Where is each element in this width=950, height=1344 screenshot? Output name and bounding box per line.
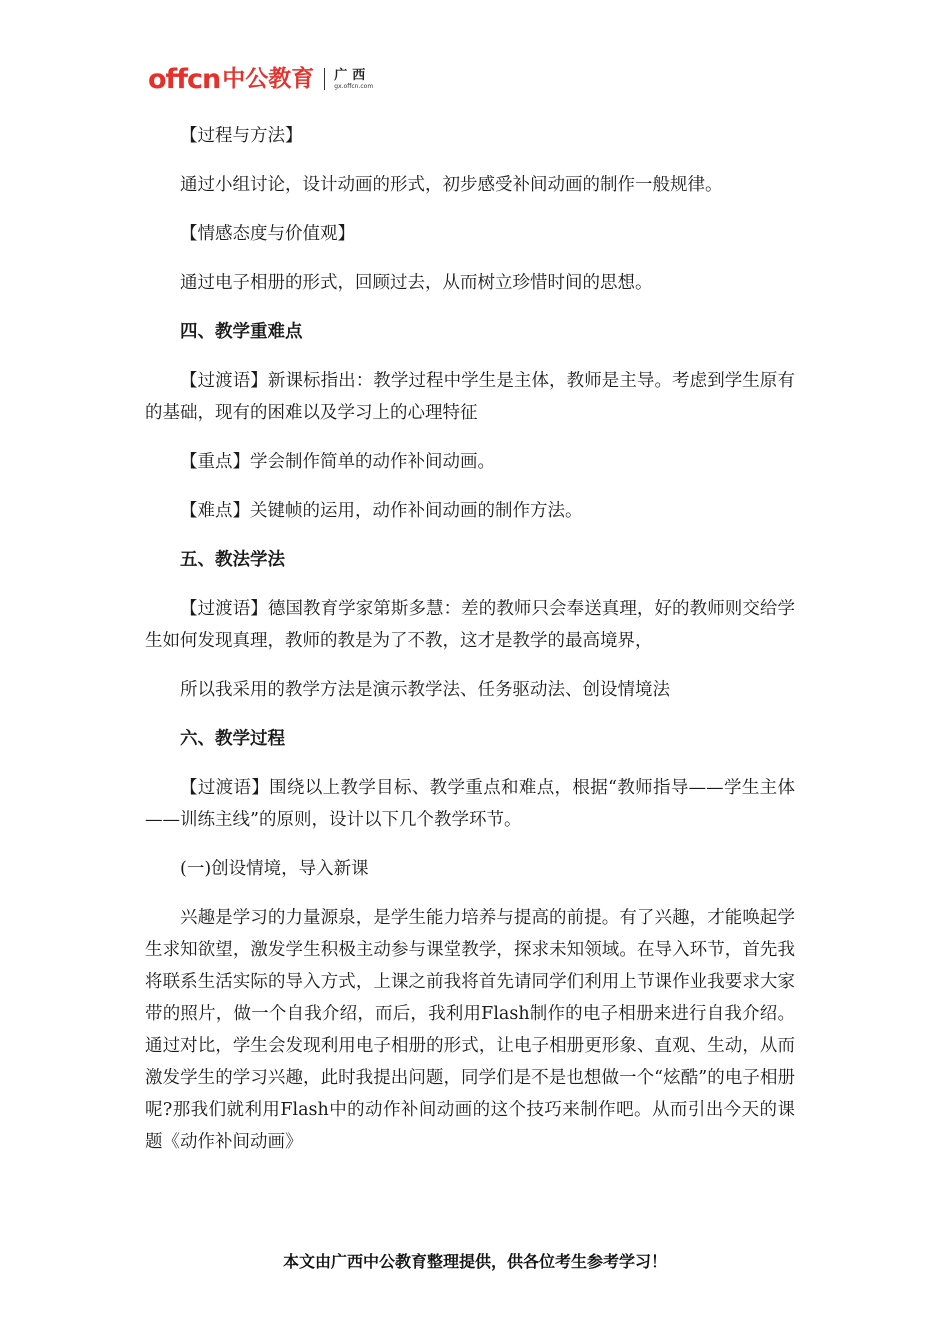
document-body <box>145 120 795 1158</box>
offcn-logo-text: offcn <box>148 63 221 95</box>
section-heading: 五、教法学法 <box>180 550 285 570</box>
region-url: gx.offcn.com <box>334 82 374 90</box>
footer-note: 本文由广西中公教育整理提供，供各位考生参考学习！ <box>282 1252 667 1271</box>
paragraph: 【情感态度与价值观】 <box>180 224 355 244</box>
paragraph: 【过程与方法】 <box>180 126 303 146</box>
section-heading: 四、教学重难点 <box>180 322 303 342</box>
paragraph: 【过渡语】德国教育学家第斯多慧：差的教师只会奉送真理，好的教师则交给学生如何发现真理，教师的教是为了不教，这才是教学的最高境界， <box>145 599 795 651</box>
paragraph: 通过电子相册的形式，回顾过去，从而树立珍惜时间的思想。 <box>180 273 653 293</box>
paragraph: 兴趣是学习的力量源泉，是学生能力培养与提高的前提。有了兴趣，才能唤起学生求知欲望，激发学生积极主动参与课堂教学，探求未知领域。在导入环节，首先我将联系生活实际的导入方式，上课之前我将首先请同学们利用上节课作业我要求大家带的照片，做一个自我介绍，而后，我利用Flash制作的电子相册来进行自我介绍。通过对比，学生会发现利用电子相册的形式，让电子相册更形象、直观、生动，从而激发学生的学习兴趣，此时我提出问题，同学们是不是也想做一个“炫酷”的电子相册呢?那我们就利用Flash中的动作补间动画的这个技巧来制作吧。从而引出今天的课题《动作补间动画》 <box>145 908 795 1152</box>
paragraph: 【难点】关键帧的运用，动作补间动画的制作方法。 <box>180 501 583 521</box>
logo-divider <box>324 68 325 90</box>
region-name: 广西 <box>334 67 371 83</box>
paragraph: 所以我采用的教学方法是演示教学法、任务驱动法、创设情境法 <box>180 680 670 700</box>
brand-name: 中公教育 <box>222 65 315 92</box>
section-heading: 六、教学过程 <box>180 729 285 749</box>
paragraph: 【过渡语】新课标指出：教学过程中学生是主体，教师是主导。考虑到学生原有的基础，现有的困难以及学习上的心理特征 <box>145 371 795 423</box>
paragraph: 【过渡语】围绕以上教学目标、教学重点和难点，根据“教师指导——学生主体——训练主线”的原则，设计以下几个教学环节。 <box>145 778 795 830</box>
paragraph: (一)创设情境，导入新课 <box>180 859 369 879</box>
header-logo <box>148 60 373 98</box>
paragraph: 【重点】学会制作简单的动作补间动画。 <box>180 452 495 472</box>
region-block <box>334 68 373 91</box>
paragraph: 通过小组讨论，设计动画的形式，初步感受补间动画的制作一般规律。 <box>180 175 723 195</box>
